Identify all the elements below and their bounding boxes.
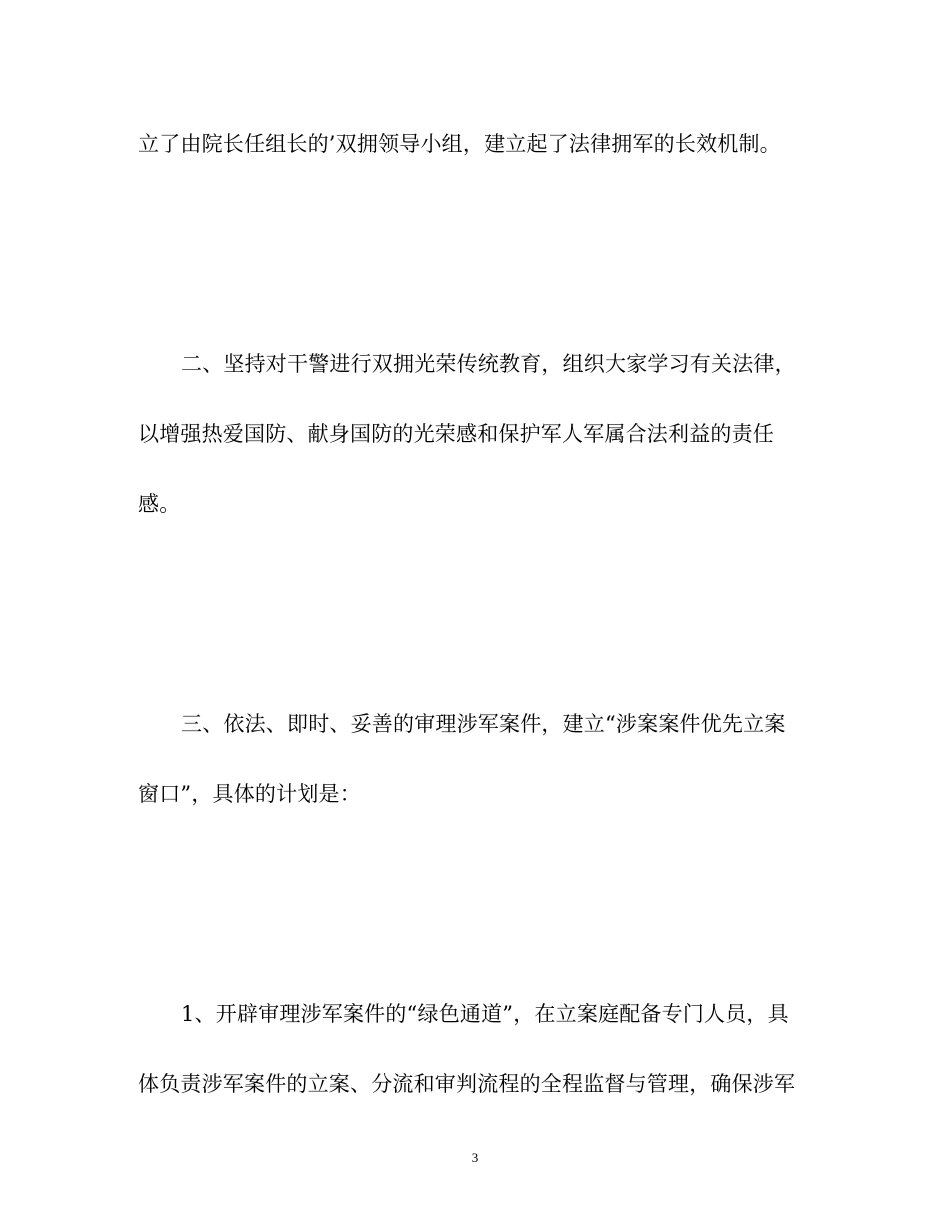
paragraph-4-line-1: 1、开辟审理涉军案件的“绿色通道”，在立案庭配备专门人员，具 (181, 1002, 789, 1026)
paragraph-2-line-1: 二、坚持对干警进行双拥光荣传统教育，组织大家学习有关法律， (181, 352, 796, 376)
paragraph-2-line-3: 感。 (138, 492, 181, 516)
paragraph-1-line-1: 立了由院长任组长的’双拥领导小组，建立起了法律拥军的长效机制。 (138, 132, 781, 156)
paragraph-2-line-2: 以增强热爱国防、献身国防的光荣感和保护军人军属合法利益的责任 (138, 422, 774, 446)
paragraph-3-line-1: 三、依法、即时、妥善的审理涉军案件，建立“涉案案件优先立案 (181, 712, 786, 736)
paragraph-4-line-2: 体负责涉军案件的立案、分流和审判流程的全程监督与管理，确保涉军 (138, 1072, 796, 1096)
paragraph-3-line-2: 窗口”，具体的计划是： (138, 782, 361, 806)
page-number: 3 (471, 1150, 479, 1165)
